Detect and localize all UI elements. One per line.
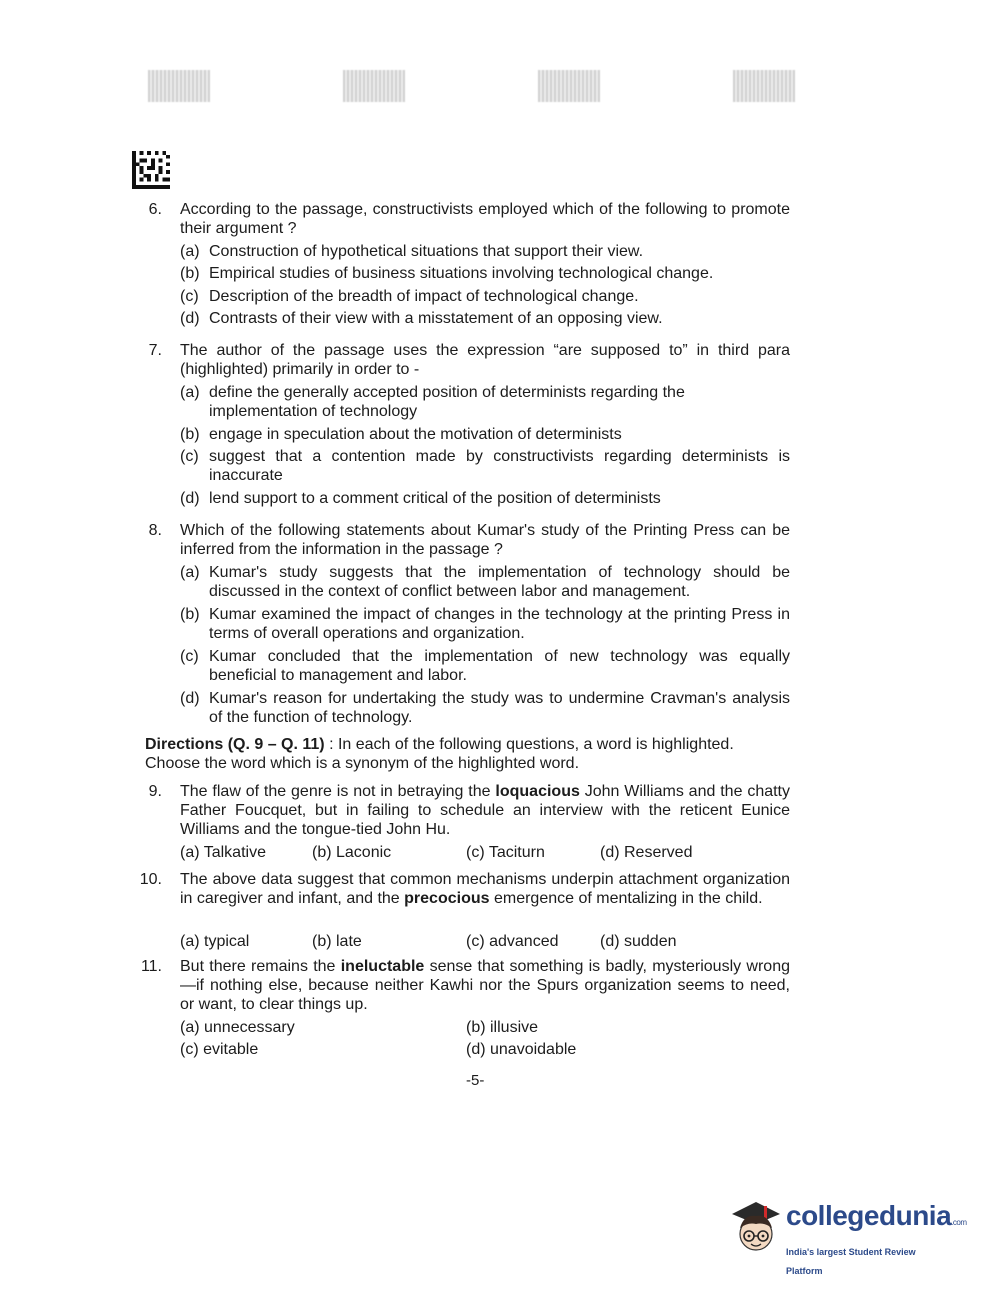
- option-d: (d) sudden: [600, 933, 677, 950]
- question-number: 7.: [148, 342, 162, 359]
- logo-tagline: India's largest Student Review Platform: [786, 1247, 916, 1276]
- question-text: Which of the following statements about Kumar's study of the Printing Press can be inferred from the information in the passage ?: [180, 522, 790, 558]
- option-b: (b) Laconic: [312, 844, 392, 861]
- question-number: 8.: [148, 522, 162, 539]
- highlighted-word: ineluctable: [340, 958, 425, 975]
- option-c: (c) advanced: [466, 933, 559, 950]
- option-c: (c) Taciturn: [466, 844, 545, 861]
- question-text: The flaw of the genre is not in betraying the loquacious John Williams and the chatty Father Foucquet, but in failing to schedule an interview with the reticent Eunice Williams and the tongue-tied John Hu.: [180, 783, 791, 838]
- header-scan-mark: [538, 70, 600, 102]
- option-b: (b) illusive: [466, 1019, 539, 1036]
- header-scan-mark: [733, 70, 795, 102]
- question-text: According to the passage, constructivists employed which of the following to promote their argument ?: [180, 201, 790, 237]
- option-b: (b) late: [312, 933, 362, 950]
- option-a: (a) typical: [180, 933, 250, 950]
- question-number: 6.: [148, 201, 162, 218]
- highlighted-word: precocious: [404, 890, 490, 907]
- question-number: 9.: [148, 783, 162, 800]
- header-scan-mark: [343, 70, 405, 102]
- directions-heading: Directions (Q. 9 – Q. 11): [145, 736, 325, 753]
- header-scan-mark: [148, 70, 210, 102]
- option-d: (d) Reserved: [600, 844, 693, 861]
- logo-wordmark: collegedunia.com: [786, 1200, 967, 1231]
- option-a: (a) Talkative: [180, 844, 266, 861]
- question-text: But there remains the ineluctable sense that something is badly, mysteriously wrong—if nothing else, because neither Kawhi nor the Spurs organization seems to need, or want, to clear things up.: [180, 958, 790, 1013]
- directions-text: : In each of the following questions, a word is highlighted. Choose the word which is a synonym of the highlighted word.: [145, 736, 734, 772]
- option-a: (a) unnecessary: [180, 1019, 295, 1036]
- option-c: (c) evitable: [180, 1041, 259, 1058]
- highlighted-word: loquacious: [495, 783, 580, 800]
- question-number: 10.: [139, 871, 162, 888]
- directions: [145, 735, 785, 773]
- page-number: -5-: [466, 1072, 485, 1089]
- collegedunia-logo: [724, 1196, 967, 1276]
- mascot-icon: [724, 1196, 784, 1262]
- option-d: (d) unavoidable: [466, 1041, 577, 1058]
- datamatrix-code-icon: [131, 151, 171, 189]
- question-number: 11.: [140, 958, 162, 975]
- question-text: The above data suggest that common mechanisms underpin attachment organization in caregiver and infant, and the precocious emergence of mentalizing in the child.: [180, 871, 790, 907]
- question-text: The author of the passage uses the expression “are supposed to” in third para (highlighted) primarily in order to -: [180, 342, 790, 378]
